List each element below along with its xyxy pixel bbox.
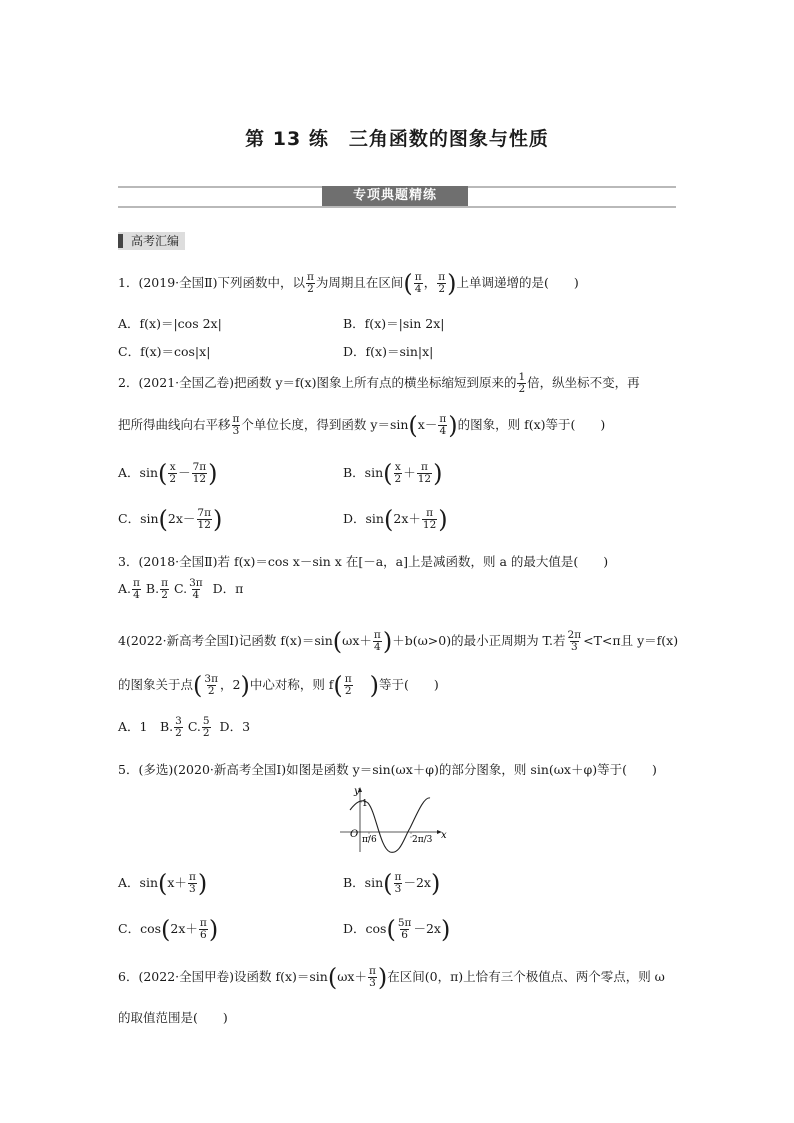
question-6-line-1: 6．(2022·全国甲卷)设函数 f(x)＝sin(ωx＋ $\frac{\pi}{3}$ )在区间(0，π)上恰有三个极值点、两个零点，则 ω bbox=[118, 963, 665, 992]
question-3: 3．(2018·全国Ⅱ)若 f(x)＝cos x－sin x 在[－a，a]上是减函数，则 a 的最大值是( ) bbox=[118, 554, 609, 569]
fraction: $\frac{\pi}{2}$ bbox=[438, 271, 446, 295]
fraction: $\frac{\pi}{4}$ bbox=[439, 413, 447, 437]
origin-label: O bbox=[350, 829, 359, 840]
question-5: 5．(多选)(2020·新高考全国Ⅰ)如图是函数 y＝sin(ωx＋φ)的部分图象，则 sin(ωx＋φ)等于( ) bbox=[118, 762, 657, 777]
q1-tail: 上单调递增的是( ) bbox=[456, 275, 579, 290]
q5-option-b: B．sin( $\frac{\pi}{3}$ －2x) bbox=[343, 869, 441, 898]
q2-option-d: D．sin(2x＋ $\frac{\pi}{12}$ ) bbox=[343, 505, 448, 534]
question-6-line-2: 的取值范围是( ) bbox=[118, 1010, 228, 1025]
q5-option-a: A．sin(x＋ $\frac{\pi}{3}$ ) bbox=[118, 869, 208, 898]
page-title: 第 13 练 三角函数的图象与性质 bbox=[245, 128, 549, 150]
q1-option-a: A．f(x)＝|cos 2x| bbox=[118, 316, 222, 331]
y-axis-label: y bbox=[354, 786, 360, 797]
section-banner bbox=[118, 184, 676, 210]
x-axis-label: x bbox=[441, 830, 447, 841]
q1-option-c: C．f(x)＝cos|x| bbox=[118, 344, 211, 359]
section-label: 高考汇编 bbox=[118, 232, 185, 250]
q2-option-c: C．sin(2x－ $\frac{7\pi}{12}$ ) bbox=[118, 505, 223, 534]
x-tick-label-2: 2π/3 bbox=[412, 835, 433, 845]
q2-option-b: B．sin( $\frac{x}{2}$ ＋ $\frac{\pi}{12}$ ) bbox=[343, 459, 443, 488]
banner-label: 专项典题精练 bbox=[322, 186, 468, 206]
y-tick-label: 1 bbox=[362, 799, 368, 809]
fraction: $\frac{1}{2}$ bbox=[518, 371, 526, 395]
question-4-line-2: 的图象关于点( $\frac{3\pi}{2}$ ，2)中心对称，则 f( $\frac{\pi}{2}$ )等于( ) bbox=[118, 671, 439, 700]
fraction: $\frac{\pi}{2}$ bbox=[307, 271, 314, 295]
q3-options: A. $\frac{\pi}{4}$ B. $\frac{\pi}{2}$ C. $\frac{3\pi}{4}$ D．π bbox=[118, 577, 244, 601]
q1-head: 1．(2019·全国Ⅱ)下列函数中，以 bbox=[118, 275, 305, 290]
q1-option-d: D．f(x)＝sin|x| bbox=[343, 344, 434, 359]
q5-option-c: C．cos(2x＋ $\frac{\pi}{6}$ ) bbox=[118, 915, 219, 944]
q5-option-d: D．cos( $\frac{5\pi}{6}$ －2x) bbox=[343, 915, 451, 944]
q2-option-a: A．sin( $\frac{x}{2}$ － $\frac{7\pi}{12}$ ) bbox=[118, 459, 218, 488]
fraction: $\frac{\pi}{3}$ bbox=[232, 413, 240, 437]
question-1: 1．(2019·全国Ⅱ)下列函数中，以 $\frac{\pi}{2}$ 为周期且在区间( $\frac{\pi}{4}$ ， $\frac{\pi}{2}$ )上单调递增的是( ) bbox=[118, 269, 579, 298]
question-2-line-2: 把所得曲线向右平移 $\frac{\pi}{3}$ 个单位长度，得到函数 y＝sin(x－ $\frac{\pi}{4}$ )的图象，则 f(x)等于( ) bbox=[118, 411, 606, 440]
question-4-line-1: 4(2022·新高考全国Ⅰ)记函数 f(x)＝sin(ωx＋ $\frac{\pi}{4}$ )＋b(ω>0)的最小正周期为 T.若 $\frac{2\pi}{3}$ <T<π且 y＝f(x) bbox=[118, 627, 679, 656]
sine-graph bbox=[338, 782, 450, 854]
q4-options: A．1 B. $\frac{3}{2}$ C. $\frac{5}{2}$ D．3 bbox=[118, 715, 251, 739]
x-tick-label-1: π/6 bbox=[362, 835, 377, 845]
q1-option-b: B．f(x)＝|sin 2x| bbox=[343, 316, 445, 331]
q1-mid: 为周期且在区间 bbox=[315, 275, 404, 290]
question-2-line-1: 2．(2021·全国乙卷)把函数 y＝f(x)图象上所有点的横坐标缩短到原来的 $\frac{1}{2}$ 倍，纵坐标不变，再 bbox=[118, 371, 640, 395]
fraction: $\frac{\pi}{4}$ bbox=[414, 271, 422, 295]
